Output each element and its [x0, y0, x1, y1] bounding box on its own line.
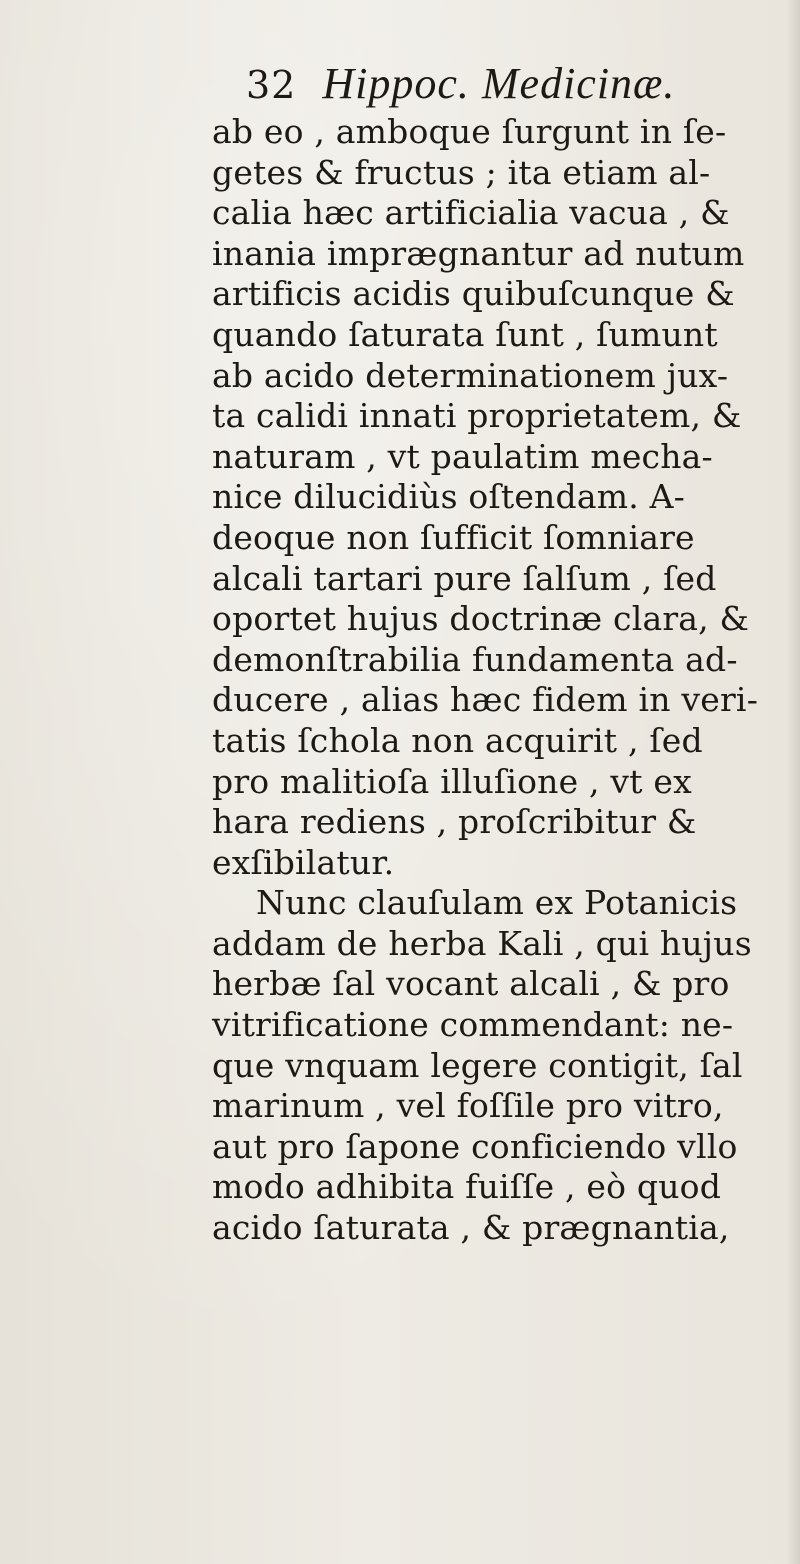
text-line: getes & fructus ; ita etiam al-: [212, 152, 711, 192]
text-line: artificis acidis quibuſcunque &: [212, 274, 735, 314]
text-line: ducere , alias hæc fidem in veri-: [212, 680, 759, 720]
text-line: vitrificatione commendant: ne-: [212, 1005, 734, 1045]
text-line: calia hæc artificialia vacua , &: [212, 193, 730, 233]
text-line: exſibilatur.: [212, 842, 395, 882]
text-line: deoque non ſufficit ſomniare: [212, 517, 695, 557]
text-line: tatis ſchola non acquirit , ſed: [212, 720, 703, 760]
text-line: ta calidi innati proprietatem, &: [212, 396, 742, 436]
page-edge-shadow: [786, 0, 800, 1564]
page-header: [246, 58, 675, 108]
page-number: 32: [246, 63, 297, 107]
text-line: acido ſaturata , & prægnantia,: [212, 1208, 730, 1248]
text-line: pro malitioſa illuſione , vt ex: [212, 761, 692, 801]
text-line: oportet hujus doctrinæ clara, &: [212, 599, 750, 639]
text-line: inania imprægnantur ad nutum: [212, 233, 745, 273]
paragraph-start-line: Nunc clauſulam ex Potanicis: [256, 883, 738, 923]
text-line: marinum , vel foſſile pro vitro,: [212, 1086, 724, 1126]
text-line: alcali tartari pure ſalſum , ſed: [212, 558, 717, 598]
text-line: hara rediens , proſcribitur &: [212, 802, 697, 842]
text-line: quando ſaturata ſunt , ſumunt: [212, 314, 718, 354]
text-line: nice dilucidiùs oſtendam. A-: [212, 477, 685, 517]
text-line: ab acido determinationem jux-: [212, 355, 729, 395]
text-line: que vnquam legere contigit, ſal: [212, 1045, 743, 1085]
text-line: ab eo , amboque ſurgunt in ſe-: [212, 112, 727, 151]
text-line: addam de herba Kali , qui hujus: [212, 923, 752, 963]
text-line: aut pro ſapone conficiendo vllo: [212, 1126, 738, 1166]
body-text: [212, 112, 772, 1249]
running-title: Hippoc. Medicinæ.: [322, 59, 676, 108]
text-line: naturam , vt paulatim mecha-: [212, 436, 713, 476]
text-line: modo adhibita fuiſſe , eò quod: [212, 1167, 722, 1207]
text-line: demonſtrabilia fundamenta ad-: [212, 639, 738, 679]
text-line: herbæ ſal vocant alcali , & pro: [212, 964, 730, 1004]
